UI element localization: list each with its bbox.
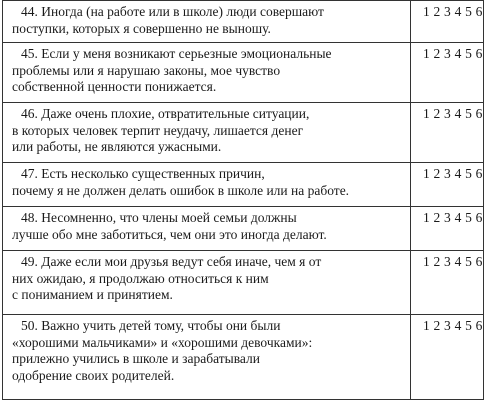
statement-line: 47. Есть несколько существенных причин, [21,166,265,181]
statement-line: с пониманием и принятием. [12,287,173,302]
table-row [3,43,484,103]
statement-line: в которых человек терпит неудачу, лишается денег [12,122,304,138]
statement-line: «хорошими мальчиками» и «хорошими девочками»: [12,334,313,350]
statement-line: 49. Даже если мои друзья ведут себя иначе, чем я от [21,254,322,269]
table-row [3,251,484,315]
statement-line: прилежно учились в школе и зарабатывали [12,351,260,366]
statement-cell [3,207,411,251]
table-row [3,207,484,251]
rating-scale: 1 2 3 4 5 6 [411,103,484,163]
statement-line: или работы, не являются ужасными. [12,139,222,154]
statement-cell [3,1,411,43]
statement-line: 48. Несомненно, что члены моей семьи должны [21,210,297,225]
statement-cell [3,43,411,103]
statement-line: них ожидаю, я продолжаю относиться к ним [12,270,269,286]
statement-line: 46. Даже очень плохие, отвратительные ситуации, [21,106,310,121]
rating-scale: 1 2 3 4 5 6 [411,251,484,315]
statement-line: проблемы или я нарушаю законы, мое чувство [12,62,281,78]
rating-scale: 1 2 3 4 5 6 [411,1,484,43]
rating-scale: 1 2 3 4 5 6 [411,163,484,207]
table-row [3,1,484,43]
statement-cell [3,103,411,163]
statement-line: собственной ценности понижается. [12,79,217,94]
questionnaire-table [2,0,484,400]
rating-scale: 1 2 3 4 5 6 [411,315,484,400]
statement-cell [3,251,411,315]
statement-line: одобрение своих родителей. [12,367,175,383]
statement-cell [3,315,411,400]
statement-line: поступки, которых я совершенно не выношу. [12,20,271,36]
statement-cell [3,163,411,207]
statement-line: 45. Если у меня возникают серьезные эмоциональные [21,46,332,61]
rating-scale: 1 2 3 4 5 6 [411,43,484,103]
table-row [3,315,484,400]
table-row [3,163,484,207]
statement-line: 50. Важно учить детей тому, чтобы они были [21,318,281,333]
table-row [3,103,484,163]
statement-line: лучше обо мне заботиться, чем они это иногда делают. [12,226,327,242]
rating-scale: 1 2 3 4 5 6 [411,207,484,251]
statement-line: 44. Иногда (на работе или в школе) люди совершают [21,4,324,19]
statement-line: почему я не должен делать ошибок в школе или на работе. [12,182,350,198]
